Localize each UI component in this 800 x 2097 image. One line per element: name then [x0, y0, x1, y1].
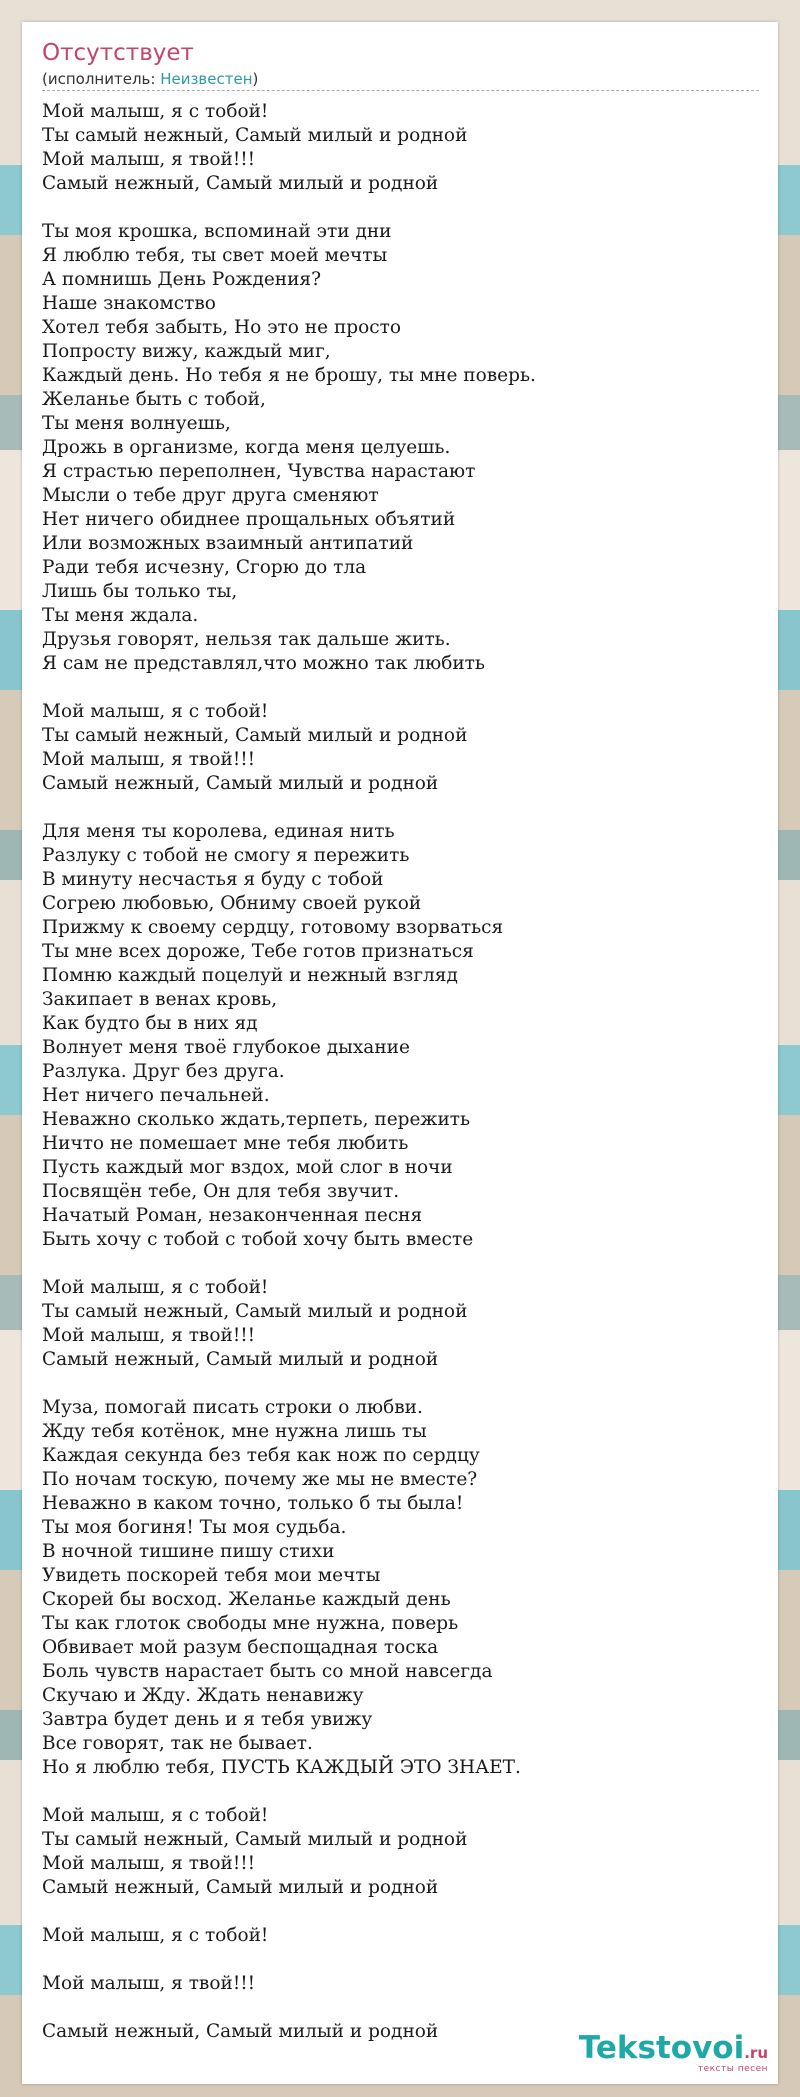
lyrics-card [22, 22, 778, 2084]
artist-prefix: (исполнитель: [42, 70, 161, 88]
site-logo[interactable] [578, 2030, 768, 2074]
lyrics-text: Мой малыш, я с тобой! Ты самый нежный, Самый милый и родной Мой малыш, я твой!!! Самый нежный, Самый милый и родной Ты моя крошка, вспоминай эти дни Я люблю тебя, ты свет моей мечты А помнишь День Рождения? Наше знакомство Хотел тебя забыть, Но это не просто Попросту вижу, каждый миг, Каждый день. Но тебя я не брошу, ты мне поверь. Желанье быть с тобой, Ты меня волнуешь, Дрожь в организме, когда меня целуешь. Я страстью переполнен, Чувства нарастают Мысли о тебе друг друга сменяют Нет ничего обиднее прощальных объятий Или возможных взаимный антипатий Ради тебя исчезну, Сгорю до тла Лишь бы только ты, Ты меня ждала. Друзья говорят, нельзя так дальше жить. Я сам не представлял,что можно так любить Мой малыш, я с тобой! Ты самый нежный, Самый милый и родной Мой малыш, я твой!!! Самый нежный, Самый милый и родной Для меня ты королева, единая нить Разлуку с тобой не смогу я пережить В минуту несчастья я буду с тобой Согрею любовью, Обниму своей рукой Прижму к своему сердцу, готовому взорваться Ты мне всех дороже, Тебе готов признаться Помню каждый поцелуй и нежный взгляд Закипает в венах кровь, Как будто бы в них яд Волнует меня твоё глубокое дыхание Разлука. Друг без друга. Нет ничего печальней. Неважно сколько ждать,терпеть, пережить Ничто не помешает мне тебя любить Пусть каждый мог вздох, мой слог в ночи Посвящён тебе, Он для тебя звучит. Начатый Роман, незаконченная песня Быть хочу с тобой с тобой хочу быть вместе Мой малыш, я с тобой! Ты самый нежный, Самый милый и родной Мой малыш, я твой!!! Самый нежный, Самый милый и родной Муза, помогай писать строки о любви. Жду тебя котёнок, мне нужна лишь ты Каждая секунда без тебя как нож по сердцу По ночам тоскую, почему же мы не вместе? Неважно в каком точно, только б ты была! Ты моя богиня! Ты моя судьба. В ночной тишине пишу стихи Увидеть поскорей тебя мои мечты Скорей бы восход. Желанье каждый день Ты как глоток свободы мне нужна, поверь Обвивает мой разум беспощадная тоска Боль чувств нарастает быть со мной навсегда Скучаю и Жду. Ждать ненавижу Завтра будет день и я тебя увижу Все говорят, так не бывает. Но я люблю тебя, ПУСТЬ КАЖДЫЙ ЭТО ЗНАЕТ. Мой малыш, я с тобой! Ты самый нежный, Самый милый и родной Мой малыш, я твой!!! Самый нежный, Самый милый и родной Мой малыш, я с тобой! Мой малыш, я твой!!! Самый нежный, Самый милый и родной [42, 101, 536, 2042]
artist-suffix: ) [252, 70, 259, 88]
logo-tld: .ru [744, 2044, 768, 2062]
artist-line [42, 70, 759, 91]
logo-tagline: тексты песен [697, 2064, 768, 2074]
logo-name: Tekstovoi [578, 2030, 745, 2066]
song-title: Отсутствует [42, 40, 194, 66]
artist-link[interactable]: Неизвестен [160, 70, 253, 88]
